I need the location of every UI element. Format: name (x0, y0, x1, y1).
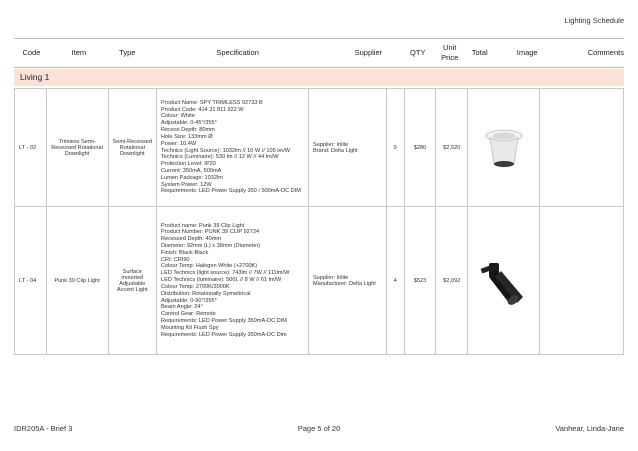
spec-line: Current: 350mA, 500mA (161, 167, 222, 174)
col-header-unit-line1: Unit (443, 42, 457, 52)
qty-text: 4 (393, 277, 397, 284)
spec-line: LED Technics (luminaire): 500L // 8 W // 61 lm/W (161, 277, 282, 284)
type-text: Downlight (119, 150, 145, 157)
unit-price-text: $523 (413, 277, 427, 284)
spec-line: Control Gear: Remote (161, 311, 216, 318)
cell-comments (539, 207, 623, 355)
type-text: Surface (122, 268, 142, 275)
spec-line: Product Name: SPY TRIMLESS 92733 B (161, 99, 263, 106)
cell-supplier (308, 89, 386, 207)
cell-image (468, 207, 540, 355)
spec-line: Adjustable: 0-45°/355° (161, 120, 217, 127)
cell-unit-price (404, 89, 436, 207)
col-header-code: Code (22, 47, 41, 57)
cell-supplier (308, 207, 386, 355)
cell-unit-price (404, 207, 436, 355)
spec-line: Recessed Depth: 40mm (161, 236, 222, 243)
col-header-total: Total (471, 47, 488, 57)
qty-text: 9 (393, 144, 397, 151)
type-text: Rotational (119, 144, 145, 151)
spec-line: System Power: 12W (161, 181, 212, 188)
cell-total (436, 89, 468, 207)
cell-code (15, 89, 47, 207)
supplier-text: Supplier: Inlite (312, 141, 349, 148)
spec-line: Technics (Light Source): 1032lm // 10 W // 105 lm/W (161, 147, 291, 154)
spec-line: Requirements: LED Power Supply 350mA-DC DIM (161, 317, 287, 324)
spec-line: CRI: CRI90 (161, 256, 190, 263)
cell-image (468, 89, 540, 207)
cell-total (436, 207, 468, 355)
col-header-type: Type (119, 47, 136, 57)
spec-line: Requirements: LED Power Supply 350mA-DC Dim (161, 331, 287, 338)
code-text: LT - 04 (19, 277, 37, 284)
cell-comments (539, 89, 623, 207)
spec-line: Product name: Punk 39 Clip Light (161, 222, 245, 229)
spec-line: Technics (Luminaire): 530 lm // 12 W // 44 lm/W (161, 154, 279, 161)
col-header-qty: QTY (410, 47, 426, 57)
supplier-text: Manufacturer: Delta Light (312, 280, 376, 287)
supplier-text: Brand: Delta Light (312, 147, 358, 154)
table-row (15, 89, 624, 207)
trimless-downlight-icon (468, 122, 539, 174)
cell-specification (157, 207, 309, 355)
col-header-unit-line2: Price (441, 53, 459, 62)
col-header-image: Image (516, 47, 538, 57)
spec-line: Adjustable: 0-90°/355° (161, 297, 217, 304)
col-header-unit-price (428, 43, 471, 64)
total-text: $2,520 (443, 144, 461, 151)
spec-line: Beam Angle: 24° (161, 304, 203, 311)
table-row (15, 207, 624, 355)
col-header-item: Item (71, 47, 87, 57)
col-header-supplier: Supplier (354, 47, 383, 57)
spec-line: Colour Temp: 2700K/3000K (161, 283, 230, 290)
total-text: $2,092 (443, 277, 461, 284)
cell-code (15, 207, 47, 355)
cell-type (108, 89, 156, 207)
cell-qty (386, 89, 404, 207)
type-text: Semi-Recessed (112, 138, 153, 145)
section-heading: Living 1 (14, 69, 624, 86)
spec-line: Colour: White (161, 113, 195, 120)
unit-price-text: $280 (413, 144, 427, 151)
spec-line: Product Code: 414 31 811 922 W (161, 106, 244, 113)
spec-line: Distribution: Rotationally Symettrical (161, 290, 251, 297)
spec-line: Colour Temp: Halogen White (+2700K) (161, 263, 258, 270)
table-header (14, 38, 624, 68)
cell-qty (386, 207, 404, 355)
supplier-text: Supplier: Inlite (312, 274, 349, 281)
lighting-schedule-table (14, 88, 624, 355)
col-header-comments: Comments (587, 47, 624, 57)
footer-author: Vanhear, Linda-Jane (555, 424, 624, 433)
cell-item (46, 207, 108, 355)
spec-line: Lumen Package: 1032lm (161, 174, 223, 181)
item-text: Downlight (64, 150, 90, 157)
clip-spotlight-icon (468, 249, 539, 313)
col-header-specification: Specification (216, 47, 259, 57)
cell-specification (157, 89, 309, 207)
spec-line: Power: 10.4W (161, 140, 197, 147)
type-text: Adjustable (119, 280, 146, 287)
item-text: Punk 39 Clip Light (54, 277, 100, 284)
document-title: Lighting Schedule (564, 16, 624, 25)
spec-line: Recess Depth: 80mm (161, 127, 215, 134)
spec-line: LED Technics (light source): 743lm // 7W // 111lm/W (161, 270, 290, 277)
type-text: mounted (121, 274, 144, 281)
spec-line: Requirements: LED Power Supply 350 / 500mA-DC DIM (161, 188, 301, 195)
spec-line: Diameter: 92mm (L) x 38mm (Diameter) (161, 243, 261, 250)
footer-course: IDR205A - Brief 3 (14, 424, 73, 433)
spec-line: Hole Size: 133mm Ø (161, 133, 213, 140)
spec-line: Finish: Black-Black (161, 249, 209, 256)
footer-page-number: Page 5 of 20 (297, 424, 341, 433)
spec-line: Mounting Kit Flush Spy (161, 324, 219, 331)
item-text: Trimless Semi- (58, 138, 96, 145)
spec-line: Protection Level: IP20 (161, 161, 216, 168)
cell-item (46, 89, 108, 207)
cell-type (108, 207, 156, 355)
spec-line: Product Number: PUNK 39 CLIP 92724 (161, 229, 260, 236)
type-text: Accent Light (116, 286, 148, 293)
item-text: Recessed Rotational (51, 144, 103, 151)
code-text: LT - 02 (19, 144, 37, 151)
